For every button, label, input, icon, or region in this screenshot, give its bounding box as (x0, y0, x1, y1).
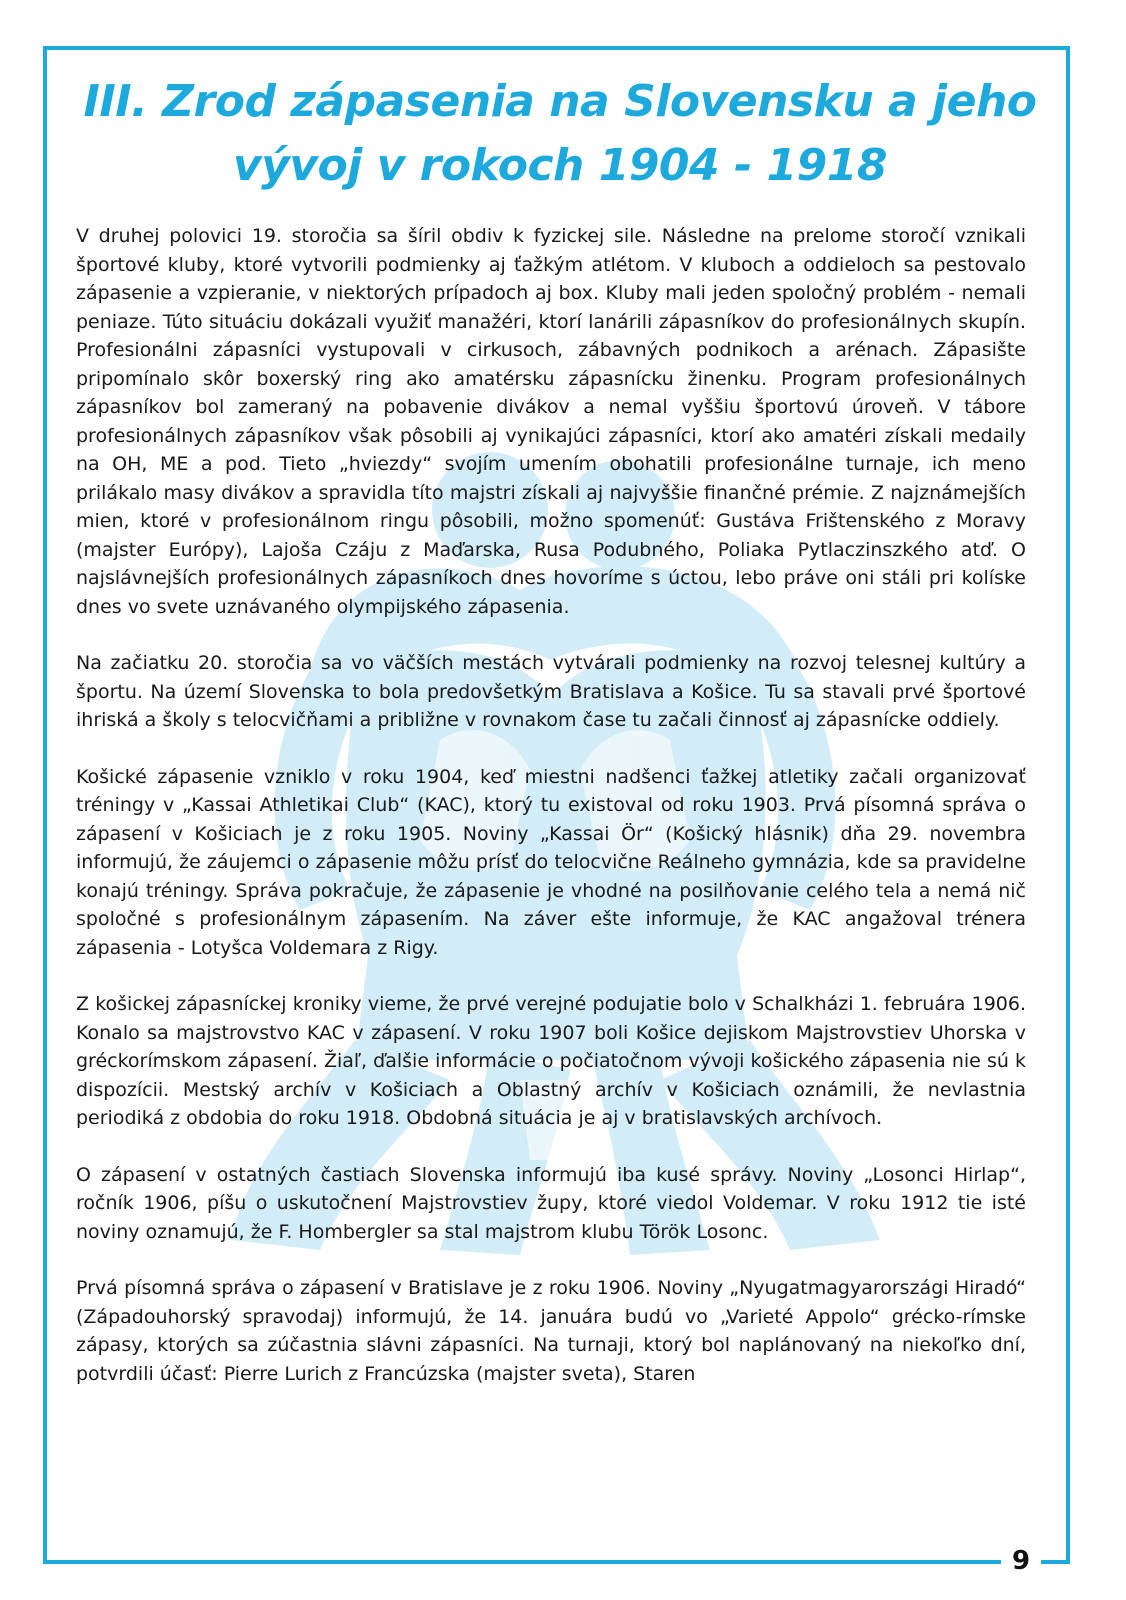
paragraph: Košické zápasenie vzniklo v roku 1904, keď miestni nadšenci ťažkej atletiky začali organizovať tréningy v „Kassai Athletikai Club“ (KAC), ktorý tu existoval od roku 1903. Prvá písomná správa o zápasení v Košiciach je z roku 1905. Noviny „Kassai Ör“ (Košický hlásnik) dňa 29. novembra informujú, že záujemci o zápasenie môžu prísť do telocvične Reálneho gymnázia, kde sa pravidelne konajú tréningy. Správa pokračuje, že zápasenie je vhodné na posilňovanie celého tela a nemá nič spoločné s profesionálnym zápasením. Na záver ešte informuje, že KAC angažoval trénera zápasenia - Lotyšca Voldemara z Rigy. (76, 765, 1026, 959)
page-title (60, 70, 1060, 198)
page-number: 9 (1011, 1546, 1031, 1576)
page-border-bottom (43, 1560, 1001, 1564)
paragraph: O zápasení v ostatných častiach Slovenska informujú iba kusé správy. Noviny „Losonci Hirlap“, ročník 1906, píšu o uskutočnení Majstrovstiev župy, ktoré viedol Voldemar. V roku 1912 tie isté noviny oznamujú, že F. Hombergler sa stal majstrom klubu Török Losonc. (76, 1163, 1026, 1243)
page-border-left (43, 46, 47, 1564)
page-border-top (43, 46, 1070, 50)
article-body (76, 222, 1026, 1388)
page-border-bottom-end (1041, 1560, 1070, 1564)
paragraph: Na začiatku 20. storočia sa vo väčších mestách vytvárali podmienky na rozvoj telesnej kultúry a športu. Na území Slovenska to bola predovšetkým Bratislava a Košice. Tu sa stavali prvé športové ihriská a školy s telocvičňami a približne v rovnakom čase tu začali činnosť aj zápasnícke oddiely. (76, 652, 1026, 731)
paragraph: Prvá písomná správa o zápasení v Bratislave je z roku 1906. Noviny „Nyugatmagyarországi Hiradó“ (Západouhorský spravodaj) informujú, že 14. januára budú vo „Varieté Appolo“ grécko-rímske zápasy, ktorých sa zúčastnia slávni zápasníci. Na turnaji, ktorý bol naplánovaný na niekoľko dní, potvrdili účasť: Pierre Lurich z Francúzska (majster sveta), Staren (76, 1277, 1026, 1385)
paragraph: Z košickej zápasníckej kroniky vieme, že prvé verejné podujatie bolo v Schalkházi 1. februára 1906. Konalo sa majstrovstvo KAC v zápasení. V roku 1907 boli Košice dejiskom Majstrovstiev Uhorska v gréckorímskom zápasení. Žiaľ, ďalšie informácie o počiatočnom vývoji košického zápasenia nie sú k dispozícii. Mestský archív v Košiciach a Oblastný archív v Košiciach oznámili, že nevlastnia periodiká z obdobia do roku 1918. Obdobná situácia je aj v bratislavských archívoch. (76, 993, 1026, 1129)
page-border-right (1066, 46, 1070, 1564)
page-title-line1: III. Zrod zápasenia na Slovensku a jeho (83, 76, 1037, 127)
paragraph: V druhej polovici 19. storočia sa šíril obdiv k fyzickej sile. Následne na prelome storočí vznikali športové kluby, ktoré vytvorili podmienky aj ťažkým atlétom. V kluboch a oddieloch sa pestovalo zápasenie a vzpieranie, v niektorých prípadoch aj box. Kluby mali jeden spoločný problém - nemali peniaze. Túto situáciu dokázali využiť manažéri, ktorí lanárili zápasníkov do profesionálnych skupín. Profesionálni zápasníci vystupovali v cirkusoch, zábavných podnikoch a arénach. Zápasište pripomínalo skôr boxerský ring ako amatérsku zápasnícku žinenku. Program profesionálnych zápasníkov bol zameraný na pobavenie divákov a nemal vyššiu športovú úroveň. V tábore profesionálnych zápasníkov však pôsobili aj vynikajúci zápasníci, ktorí ako amatéri získali medaily na OH, ME a pod. Tieto „hviezdy“ svojím umením obohatili profesionálne turnaje, ich meno prilákalo masy divákov a spravidla títo majstri získali aj najvyššie finančné prémie. Z najznámejších mien, ktoré v profesionálnom ringu pôsobili, možno spomenúť: Gustáva Frištenského z Moravy (majster Európy), Lajoša Czáju z Maďarska, Rusa Podubného, Poliaka Pytlaczinszkého atď. O najslávnejších profesionálnych zápasníkoch dnes hovoríme s úctou, lebo práve oni stáli pri kolíske dnes vo svete uznávaného olympijského zápasenia. (76, 225, 1026, 618)
page-title-line2: vývoj v rokoch 1904 - 1918 (232, 140, 888, 191)
